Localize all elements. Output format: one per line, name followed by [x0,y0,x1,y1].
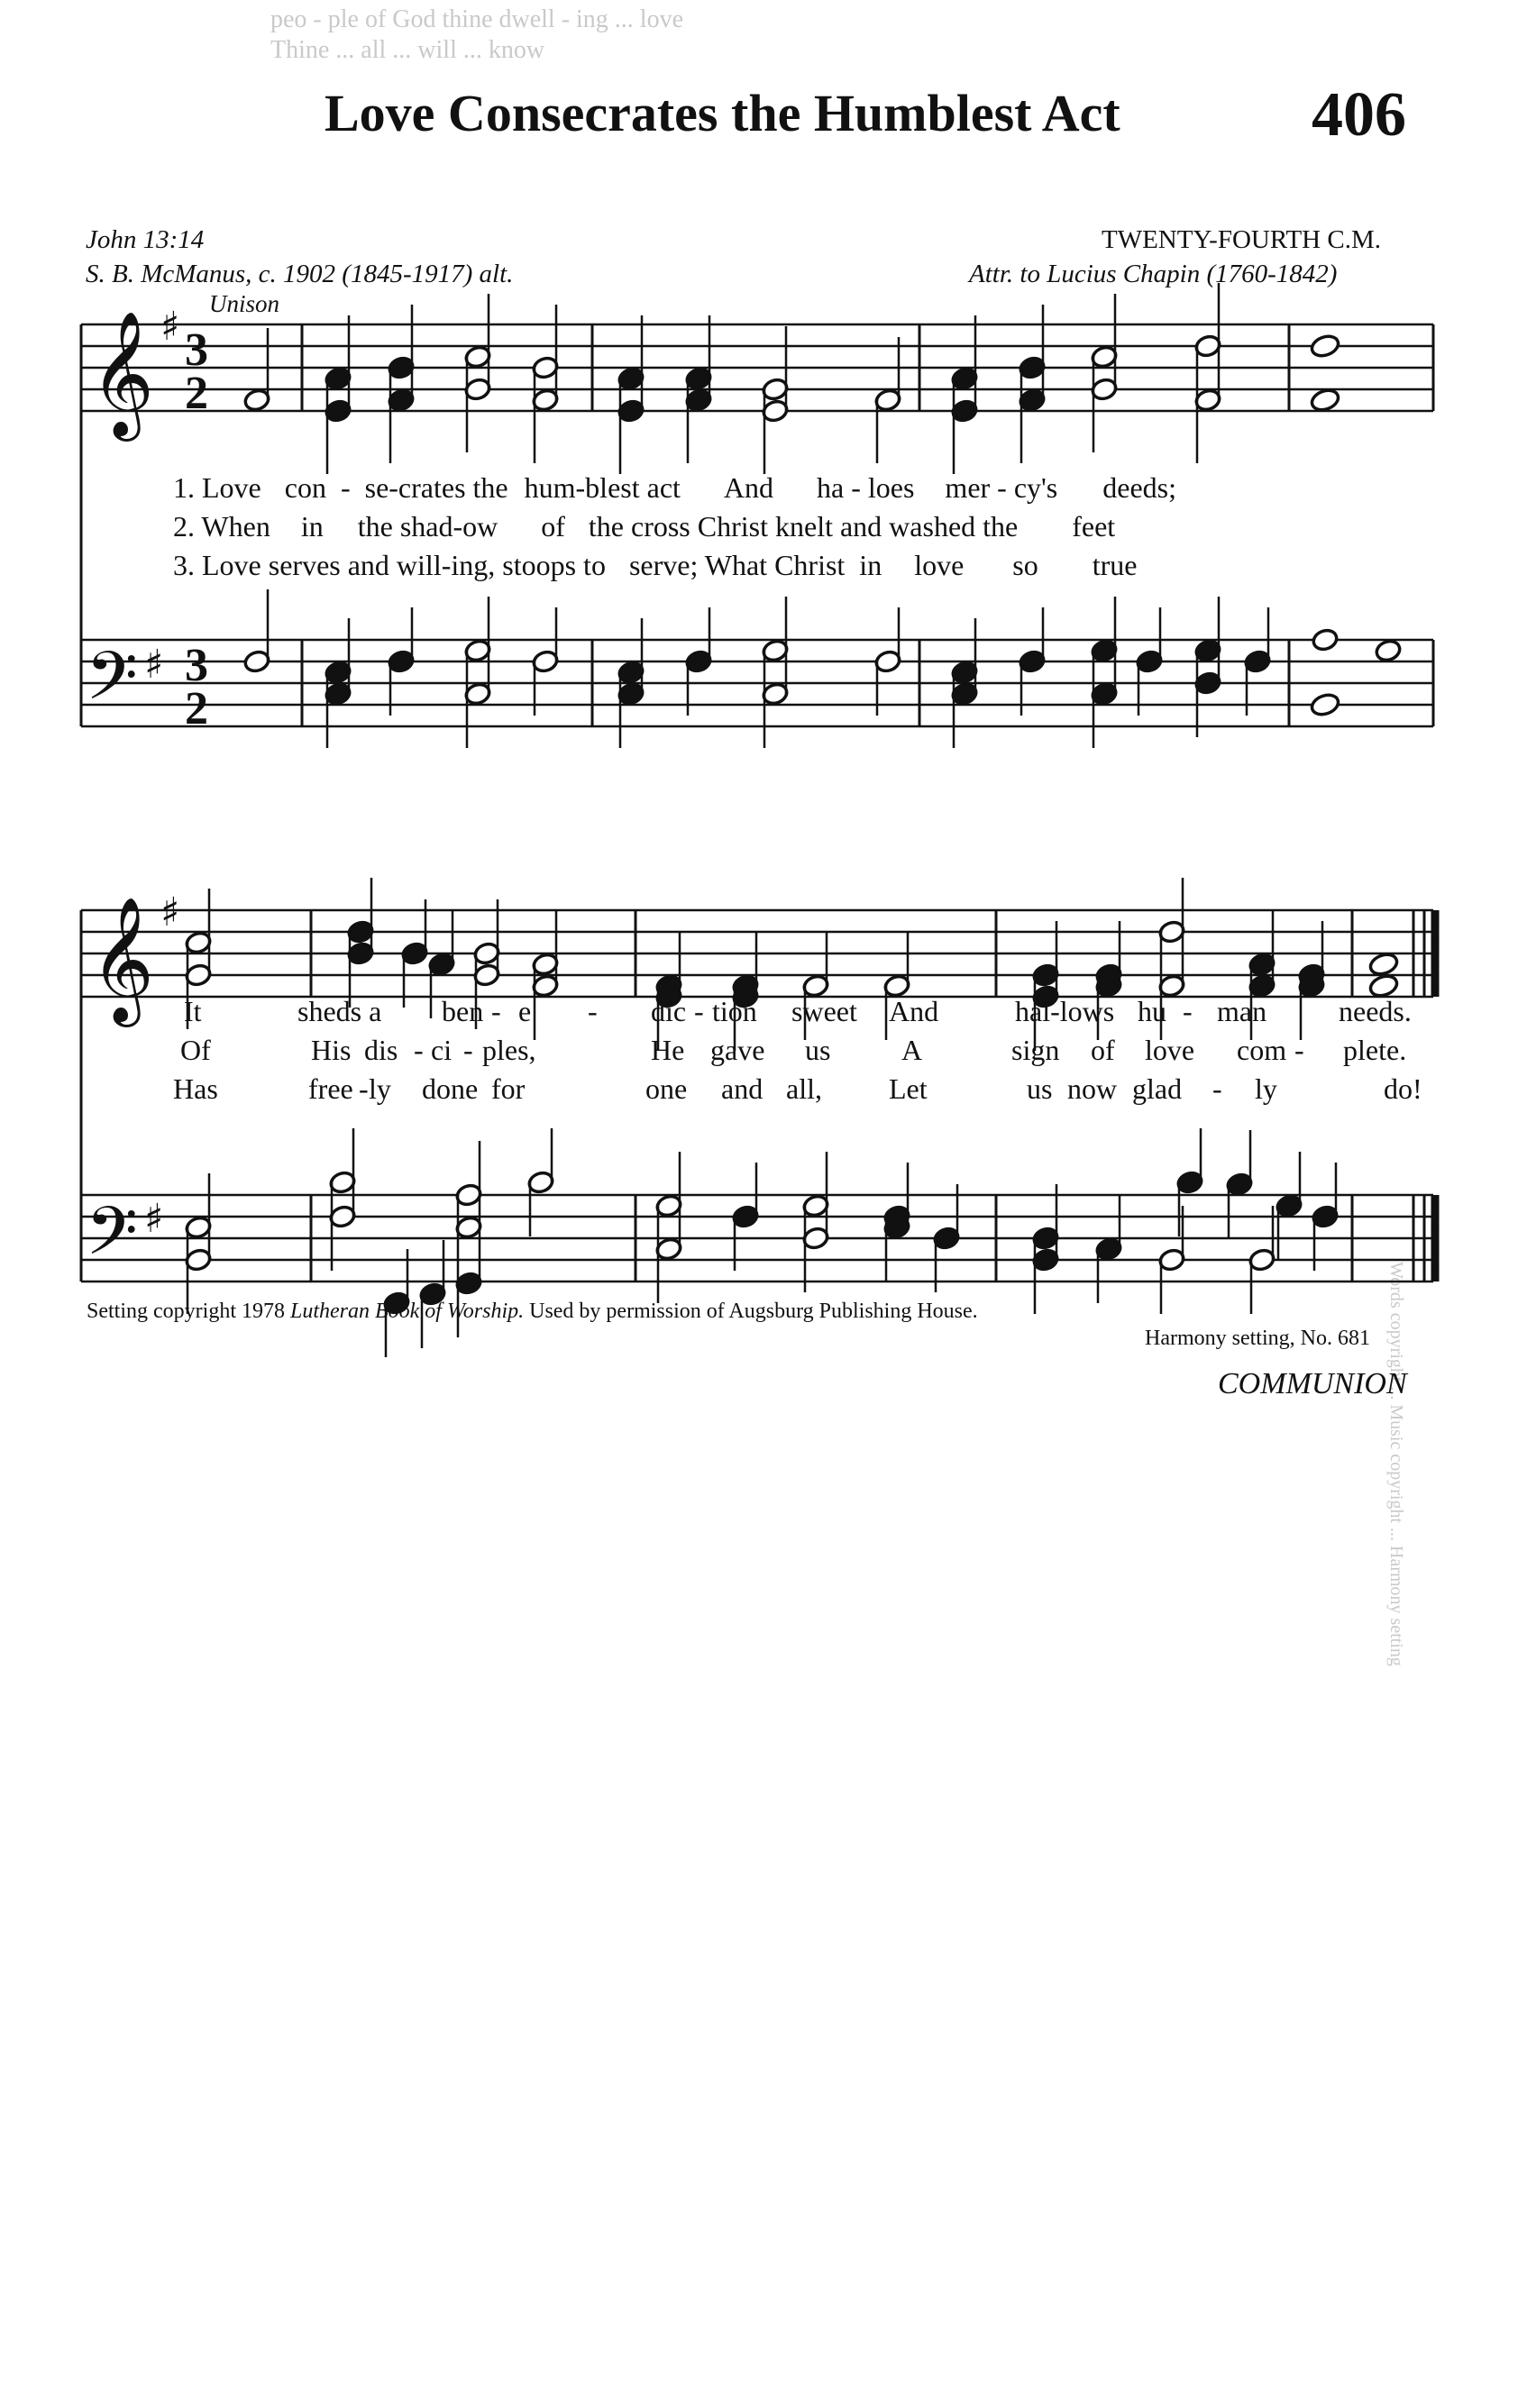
bleed-through-top-2: Thine ... all ... will ... know [270,36,545,64]
verse-1-system-1: 1. Love con - se-crates the hum-blest act And ha - loes mer - cy's deeds; [173,471,1176,504]
time-sig-bottom: 2 [185,368,208,419]
bleed-through-right: Words copyright ... Music copyright ... Harmony setting [1386,1262,1406,1666]
clefs [86,311,154,1287]
whole-note [1309,333,1340,359]
bleed-through-top: peo - ple of God thine dwell - ing ... love [270,5,684,33]
final-barline [1424,910,1435,1282]
hymn-title: Love Consecrates the Humblest Act [325,84,1120,142]
whole-note [1367,951,1399,977]
time-sig-bottom: 2 [185,683,208,734]
unison-marking: Unison [209,290,280,317]
topic-label: COMMUNION [1218,1367,1407,1400]
verse-2-system-1: 2. When in the shad-ow of the cross Christ knelt and washed the feet [173,510,1116,543]
half-note [1311,627,1339,652]
sharp-icon: ♯ [144,642,164,688]
staff-lines [81,324,1433,1282]
copyright-notice: Setting copyright 1978 Lutheran Book of Worship. Used by permission of Augsburg Publishing House. [87,1300,978,1323]
sharp-icon: ♯ [160,304,180,350]
scripture-reference: John 13:14 [86,225,205,254]
text-author: S. B. McManus, c. 1902 (1845-1917) alt. [86,260,514,288]
tune-composer: Attr. to Lucius Chapin (1760-1842) [969,260,1338,288]
half-note [1374,638,1402,663]
time-sig-top: 3 [185,324,208,376]
hymn-number: 406 [1312,80,1406,150]
whole-note [1309,691,1340,717]
barlines [81,324,1433,1282]
sharp-icon: ♯ [144,1196,164,1242]
verse-3-system-1: 3. Love serves and will-ing, stoops to serve; What Christ in love so true [173,549,1138,581]
time-sig-top: 3 [185,640,208,691]
bass-clef: 𝄢 [86,1192,138,1287]
treble-clef: 𝄞 [90,311,154,436]
bass-clef: 𝄢 [86,637,138,732]
harmony-setting: Harmony setting, No. 681 [1145,1327,1370,1350]
tune-name: TWENTY-FOURTH C.M. [1102,225,1381,254]
treble-clef: 𝄞 [90,897,154,1022]
whole-note [1309,387,1340,413]
sharp-icon: ♯ [160,889,180,935]
